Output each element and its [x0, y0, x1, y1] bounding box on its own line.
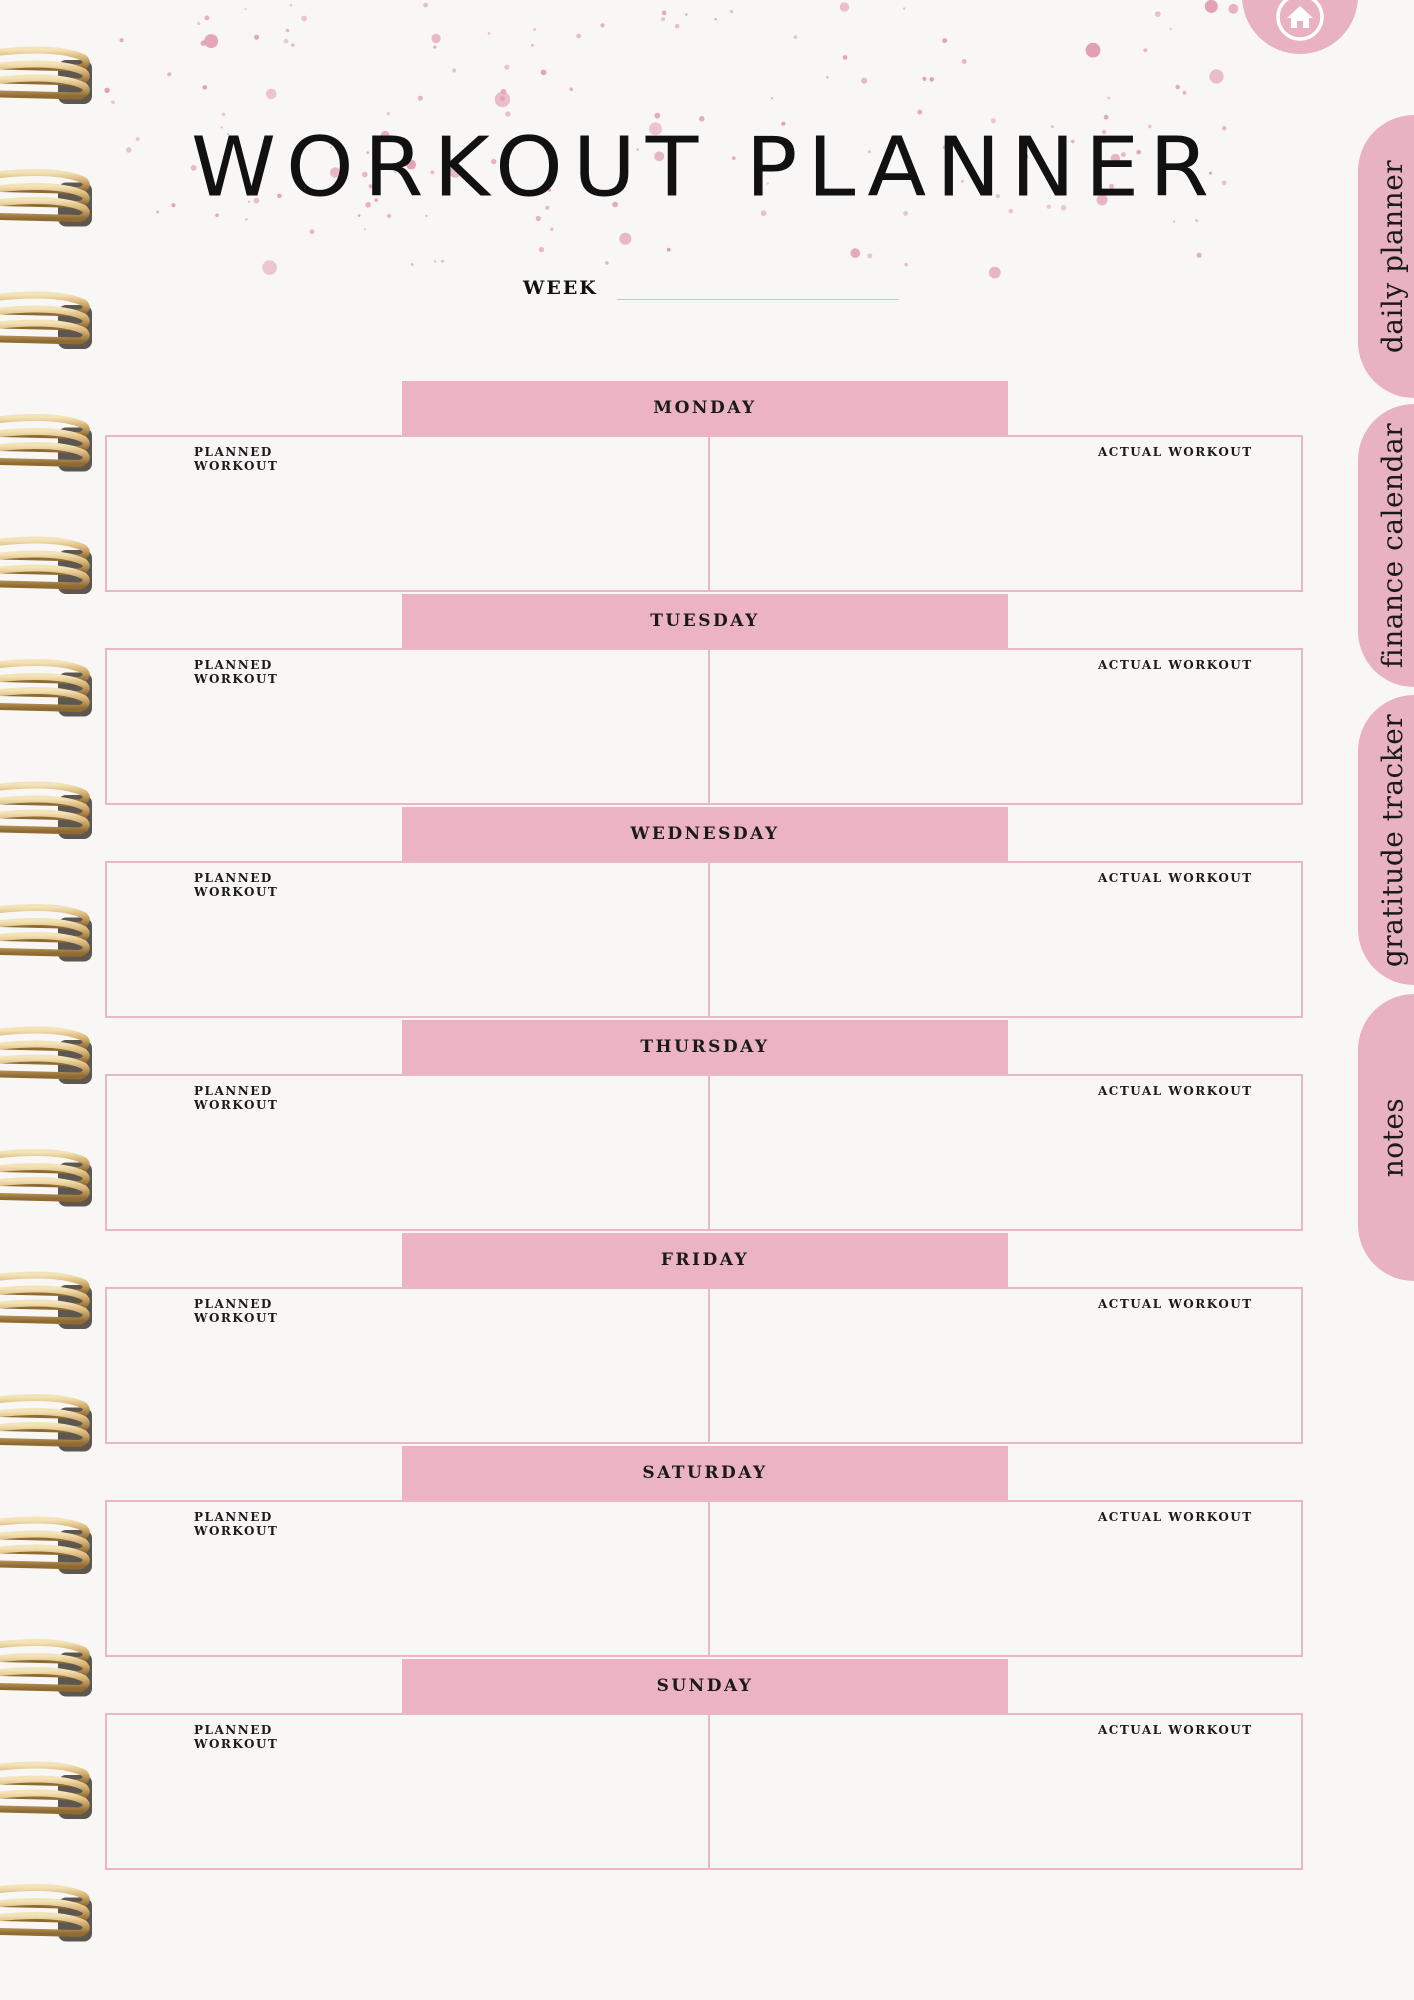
actual-workout-label: ACTUAL WORKOUT [1098, 658, 1253, 672]
speckle-dot [1086, 43, 1101, 58]
speckle-dot [1205, 0, 1218, 13]
day-divider [708, 437, 710, 590]
day-divider [708, 1076, 710, 1229]
day-block-wednesday [0, 807, 1414, 1020]
speckle-dot [423, 3, 428, 8]
actual-workout-label: ACTUAL WORKOUT [1098, 1723, 1253, 1737]
week-input-line[interactable] [617, 299, 899, 300]
speckle-dot [431, 34, 440, 43]
speckle-dot [1107, 97, 1110, 100]
actual-workout-label: ACTUAL WORKOUT [1098, 1084, 1253, 1098]
speckle-dot [867, 253, 872, 258]
speckle-dot [501, 89, 507, 95]
planned-workout-label: PLANNED WORKOUT [194, 1297, 279, 1325]
speckle-dot [922, 77, 926, 81]
speckle-dot [1143, 48, 1147, 52]
speckle-dot [452, 68, 456, 72]
speckle-dot [104, 88, 109, 93]
speckle-dot [197, 22, 200, 25]
speckle-dot [851, 248, 861, 258]
speckle-dot [730, 10, 733, 13]
speckle-dot [536, 216, 541, 221]
speckle-dot [504, 65, 509, 70]
speckle-dot [1155, 11, 1161, 17]
speckle-dot [826, 76, 828, 78]
speckle-dot [266, 89, 277, 100]
speckle-dot [222, 113, 226, 117]
speckle-dot [917, 110, 922, 115]
week-label: WEEK [523, 277, 598, 299]
speckle-dot [262, 260, 277, 275]
speckle-dot [167, 72, 171, 76]
speckle-dot [204, 34, 218, 48]
day-divider [708, 1715, 710, 1868]
tab-daily-planner[interactable] [1358, 115, 1414, 398]
speckle-dot [120, 38, 124, 42]
day-divider [708, 1502, 710, 1655]
speckle-dot [962, 59, 967, 64]
day-header: FRIDAY [402, 1233, 1008, 1287]
day-box [105, 1074, 1303, 1231]
planned-workout-label: PLANNED WORKOUT [194, 871, 279, 899]
actual-workout-label: ACTUAL WORKOUT [1098, 1297, 1253, 1311]
speckle-dot [989, 267, 1001, 279]
speckle-dot [433, 46, 436, 49]
tab-label: daily planner [1376, 159, 1410, 354]
speckle-dot [245, 8, 247, 10]
planned-workout-label: PLANNED WORKOUT [194, 1723, 279, 1751]
speckle-dot [541, 70, 547, 76]
planned-workout-label: PLANNED WORKOUT [194, 658, 279, 686]
speckle-dot [714, 18, 717, 21]
speckle-dot [685, 13, 688, 16]
speckle-dot [284, 39, 289, 44]
day-divider [708, 863, 710, 1016]
speckle-dot [550, 228, 553, 231]
planned-workout-label: PLANNED WORKOUT [194, 1510, 279, 1538]
binding-ring [0, 295, 92, 349]
speckle-dot [488, 32, 491, 35]
speckle-dot [301, 16, 307, 22]
speckle-dot [505, 111, 510, 116]
day-divider [708, 1289, 710, 1442]
tab-label: notes [1376, 1097, 1410, 1178]
speckle-dot [539, 247, 544, 252]
speckle-dot [605, 261, 609, 265]
speckle-dot [843, 55, 848, 60]
speckle-dot [861, 78, 867, 84]
speckle-dot [1182, 91, 1186, 95]
day-divider [708, 650, 710, 803]
day-header: SUNDAY [402, 1659, 1008, 1713]
speckle-dot [576, 34, 581, 39]
actual-workout-label: ACTUAL WORKOUT [1098, 1510, 1253, 1524]
speckle-dot [903, 7, 905, 9]
day-block-monday [0, 381, 1414, 594]
speckle-dot [1195, 219, 1198, 222]
speckle-dot [290, 4, 292, 6]
day-box [105, 648, 1303, 805]
page-title: WORKOUT PLANNER [190, 120, 1219, 216]
speckle-dot [667, 248, 671, 252]
speckle-dot [661, 17, 665, 21]
tab-label: gratitude tracker [1376, 713, 1410, 967]
speckle-dot [531, 44, 534, 47]
day-box [105, 1713, 1303, 1870]
speckle-dot [600, 23, 604, 27]
speckle-dot [1175, 85, 1180, 90]
speckle-dot [771, 97, 773, 99]
speckle-dot [1197, 253, 1202, 258]
speckle-dot [654, 113, 660, 119]
speckle-dot [1170, 28, 1172, 30]
speckle-dot [675, 24, 679, 28]
speckle-dot [942, 38, 947, 43]
speckle-dot [1229, 4, 1239, 14]
day-box [105, 1500, 1303, 1657]
speckle-dot [418, 96, 423, 101]
day-box [105, 861, 1303, 1018]
speckle-dot [533, 28, 536, 31]
speckle-dot [794, 35, 798, 39]
day-block-thursday [0, 1020, 1414, 1233]
speckle-dot [291, 44, 294, 47]
speckle-dot [364, 228, 366, 230]
speckle-dot [1104, 115, 1109, 120]
speckle-dot [662, 11, 667, 16]
day-header: THURSDAY [402, 1020, 1008, 1074]
speckle-dot [286, 29, 289, 32]
planned-workout-label: PLANNED WORKOUT [194, 445, 279, 473]
speckle-dot [411, 263, 414, 266]
speckle-dot [126, 147, 131, 152]
actual-workout-label: ACTUAL WORKOUT [1098, 871, 1253, 885]
day-header: SATURDAY [402, 1446, 1008, 1500]
actual-workout-label: ACTUAL WORKOUT [1098, 445, 1253, 459]
day-block-sunday [0, 1659, 1414, 1872]
speckle-dot [254, 35, 259, 40]
speckle-dot [203, 85, 208, 90]
speckle-dot [904, 263, 907, 266]
speckle-dot [434, 260, 436, 262]
speckle-dot [930, 77, 935, 82]
speckle-dot [840, 2, 849, 11]
home-icon [1275, 0, 1325, 46]
binding-ring [0, 1888, 92, 1942]
day-header: MONDAY [402, 381, 1008, 435]
day-block-tuesday [0, 594, 1414, 807]
speckle-dot [387, 112, 390, 115]
day-box [105, 1287, 1303, 1444]
speckle-dot [245, 218, 248, 221]
tab-label: finance calendar [1376, 422, 1410, 669]
planned-workout-label: PLANNED WORKOUT [194, 1084, 279, 1112]
day-header: TUESDAY [402, 594, 1008, 648]
speckle-dot [500, 96, 505, 101]
speckle-dot [111, 100, 115, 104]
speckle-dot [310, 229, 315, 234]
day-header: WEDNESDAY [402, 807, 1008, 861]
speckle-dot [441, 260, 444, 263]
day-block-saturday [0, 1446, 1414, 1659]
day-box [105, 435, 1303, 592]
speckle-dot [619, 233, 631, 245]
speckle-dot [569, 87, 573, 91]
speckle-dot [1173, 221, 1175, 223]
day-block-friday [0, 1233, 1414, 1446]
speckle-dot [205, 16, 210, 21]
speckle-dot [1209, 69, 1223, 83]
